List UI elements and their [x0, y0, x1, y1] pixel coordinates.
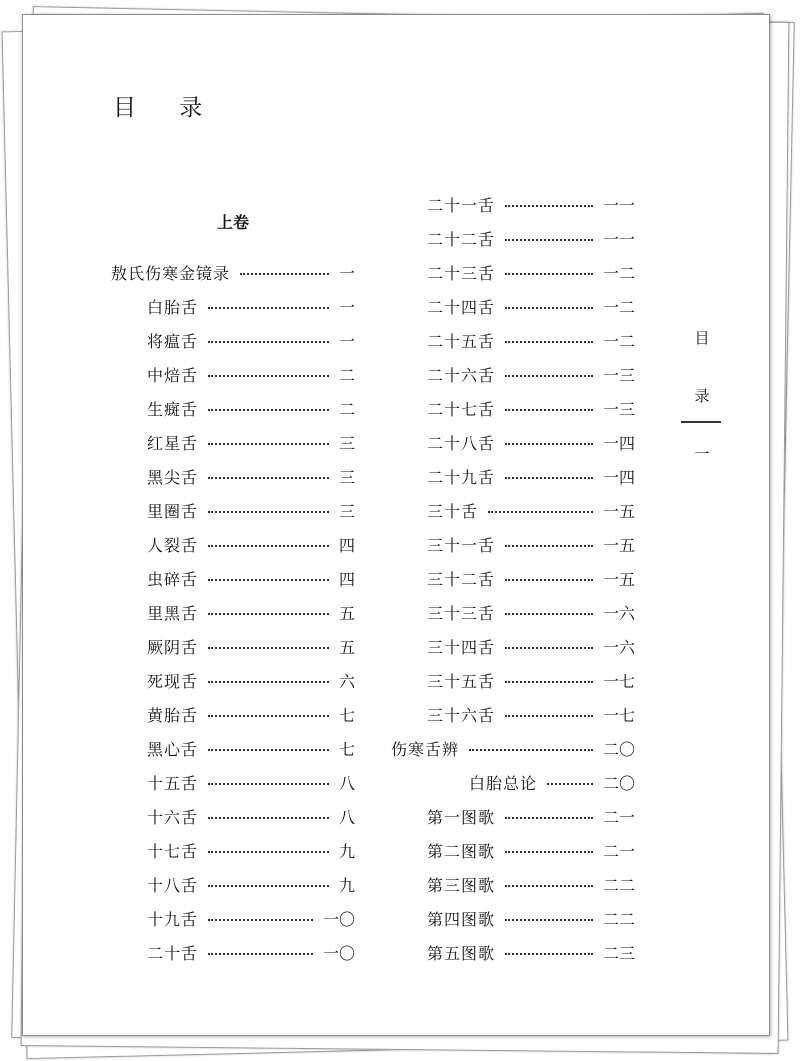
toc-entry-label: 二十八舌 [427, 433, 496, 453]
toc-entry-page: 三 [338, 433, 355, 453]
toc-entry-page: 一〇 [322, 943, 355, 963]
toc-entry-page: 九 [338, 875, 355, 895]
toc-entry-page: 二二 [602, 909, 635, 929]
toc-leader-dots [208, 307, 329, 309]
toc-entry-page: 五 [338, 637, 355, 657]
toc-entry-page: 一三 [602, 399, 635, 419]
toc-entry [391, 736, 635, 760]
toc-leader-dots [505, 341, 593, 343]
toc-entry-page: 一五 [602, 569, 635, 589]
toc-leader-dots [240, 273, 329, 275]
toc-leader-dots [208, 545, 329, 547]
toc-entry-label: 二十一舌 [427, 195, 496, 215]
toc-entry-page: 七 [338, 739, 355, 759]
toc-leader-dots [488, 511, 593, 513]
toc-entry-page: 一二 [602, 297, 635, 317]
toc-entry-page: 八 [338, 807, 355, 827]
toc-entry-page: 一七 [602, 671, 635, 691]
toc-entry-page: 二 [338, 399, 355, 419]
toc-leader-dots [208, 715, 329, 717]
toc-leader-dots [505, 647, 593, 649]
toc-entry-label: 虫碎舌 [147, 569, 199, 589]
toc-entry-label: 三十五舌 [427, 671, 496, 691]
toc-leader-dots [208, 409, 329, 411]
toc-entry-page: 一六 [602, 603, 635, 623]
toc-entry-label: 三十舌 [427, 501, 479, 521]
toc-entry-page: 一五 [602, 535, 635, 555]
toc-leader-dots [505, 885, 593, 887]
toc-leader-dots [208, 817, 329, 819]
toc-entry-label: 中焙舌 [147, 365, 199, 385]
toc-entry-label: 红星舌 [147, 433, 199, 453]
toc-entry-label: 敖氏伤寒金镜录 [111, 263, 231, 283]
toc-entry [427, 396, 635, 420]
toc-entry [427, 634, 635, 658]
toc-entry-page: 九 [338, 841, 355, 861]
toc-leader-dots [505, 579, 593, 581]
toc-entry-label: 三十六舌 [427, 705, 496, 725]
toc-leader-dots [505, 545, 593, 547]
toc-entry-page: 一 [338, 331, 355, 351]
toc-leader-dots [505, 239, 593, 241]
toc-entry [147, 464, 355, 488]
toc-entry-label: 十八舌 [147, 875, 199, 895]
toc-entry-page: 一五 [602, 501, 635, 521]
volume-heading: 上卷 [217, 213, 250, 232]
toc-entry [147, 600, 355, 624]
toc-entry [147, 668, 355, 692]
toc-entry-label: 第一图歌 [427, 807, 496, 827]
toc-leader-dots [208, 613, 329, 615]
toc-entry [111, 260, 355, 284]
toc-entry-page: 二〇 [602, 739, 635, 759]
toc-leader-dots [505, 613, 593, 615]
toc-leader-dots [505, 205, 593, 207]
toc-entry-page: 五 [338, 603, 355, 623]
toc-entry-label: 里黑舌 [147, 603, 199, 623]
toc-entry [427, 294, 635, 318]
toc-entry-label: 伤寒舌辨 [391, 739, 460, 759]
toc-entry [147, 634, 355, 658]
toc-entry [427, 804, 635, 828]
page-title: 目 录 [113, 95, 221, 121]
toc-entry-page: 一二 [602, 331, 635, 351]
toc-entry-page: 一四 [602, 467, 635, 487]
toc-leader-dots [505, 681, 593, 683]
toc-entry [427, 430, 635, 454]
toc-entry-page: 二〇 [602, 773, 635, 793]
toc-entry-page: 七 [338, 705, 355, 725]
toc-entry [427, 566, 635, 590]
toc-leader-dots [208, 681, 329, 683]
toc-leader-dots [208, 341, 329, 343]
toc-entry-label: 第三图歌 [427, 875, 496, 895]
toc-entry [427, 464, 635, 488]
toc-entry-label: 十七舌 [147, 841, 199, 861]
toc-leader-dots [208, 477, 329, 479]
toc-entry-label: 二十九舌 [427, 467, 496, 487]
toc-entry-label: 白胎总论 [469, 773, 538, 793]
toc-leader-dots [208, 749, 329, 751]
toc-leader-dots [208, 885, 329, 887]
toc-entry [147, 498, 355, 522]
toc-entry [147, 566, 355, 590]
toc-entry-label: 黑心舌 [147, 739, 199, 759]
toc-entry-label: 三十三舌 [427, 603, 496, 623]
toc-entry-label: 人裂舌 [147, 535, 199, 555]
toc-entry-page: 一〇 [322, 909, 355, 929]
toc-leader-dots [208, 783, 329, 785]
toc-entry-label: 三十二舌 [427, 569, 496, 589]
toc-entry [427, 906, 635, 930]
toc-entry-page: 三 [338, 467, 355, 487]
toc-entry [147, 396, 355, 420]
toc-entry-label: 白胎舌 [147, 297, 199, 317]
toc-entry [147, 872, 355, 896]
toc-entry [427, 838, 635, 862]
toc-entry-page: 二二 [602, 875, 635, 895]
toc-entry [427, 702, 635, 726]
toc-entry-page: 一 [338, 297, 355, 317]
toc-entry-page: 一六 [602, 637, 635, 657]
toc-leader-dots [505, 273, 593, 275]
toc-leader-dots [547, 783, 593, 785]
toc-leader-dots [505, 443, 593, 445]
toc-entry-page: 二三 [602, 943, 635, 963]
toc-entry-page: 一一 [602, 229, 635, 249]
toc-entry-page: 一七 [602, 705, 635, 725]
toc-leader-dots [505, 715, 593, 717]
toc-entry-label: 二十三舌 [427, 263, 496, 283]
toc-entry [427, 328, 635, 352]
toc-entry-label: 三十一舌 [427, 535, 496, 555]
toc-entry [147, 532, 355, 556]
toc-leader-dots [208, 579, 329, 581]
toc-entry [427, 532, 635, 556]
toc-leader-dots [505, 919, 593, 921]
toc-entry [147, 702, 355, 726]
toc-entry [427, 872, 635, 896]
toc-entry-label: 二十舌 [147, 943, 199, 963]
toc-leader-dots [208, 647, 329, 649]
toc-entry-page: 四 [338, 569, 355, 589]
toc-entry [147, 838, 355, 862]
toc-entry [147, 362, 355, 386]
toc-page [22, 14, 770, 1036]
toc-entry [427, 260, 635, 284]
toc-leader-dots [505, 307, 593, 309]
toc-entry-page: 一 [338, 263, 355, 283]
toc-entry-label: 将瘟舌 [147, 331, 199, 351]
side-section-char-2: 录 [694, 387, 710, 405]
side-page-number: 一 [694, 445, 710, 463]
toc-entry-page: 二一 [602, 841, 635, 861]
toc-entry-label: 二十六舌 [427, 365, 496, 385]
toc-entry-label: 死现舌 [147, 671, 199, 691]
side-divider [681, 421, 721, 423]
toc-entry [147, 770, 355, 794]
toc-entry [427, 940, 635, 964]
toc-entry-label: 第二图歌 [427, 841, 496, 861]
side-section-char-1: 目 [694, 329, 710, 347]
toc-entry-page: 三 [338, 501, 355, 521]
toc-entry [427, 226, 635, 250]
toc-entry-page: 一四 [602, 433, 635, 453]
toc-entry-label: 厥阴舌 [147, 637, 199, 657]
toc-leader-dots [208, 919, 313, 921]
toc-entry [147, 736, 355, 760]
toc-entry-label: 里圈舌 [147, 501, 199, 521]
toc-entry [469, 770, 635, 794]
toc-entry-page: 二 [338, 365, 355, 385]
toc-entry-label: 三十四舌 [427, 637, 496, 657]
toc-entry-label: 二十二舌 [427, 229, 496, 249]
toc-leader-dots [505, 953, 593, 955]
toc-entry [147, 430, 355, 454]
toc-leader-dots [505, 375, 593, 377]
toc-entry [147, 906, 355, 930]
toc-leader-dots [208, 953, 313, 955]
toc-entry [427, 362, 635, 386]
toc-leader-dots [208, 375, 329, 377]
toc-entry-label: 十九舌 [147, 909, 199, 929]
toc-entry-page: 二一 [602, 807, 635, 827]
toc-entry [147, 294, 355, 318]
toc-entry-label: 十五舌 [147, 773, 199, 793]
toc-leader-dots [469, 749, 593, 751]
toc-entry-label: 第四图歌 [427, 909, 496, 929]
toc-entry-page: 一二 [602, 263, 635, 283]
toc-leader-dots [505, 851, 593, 853]
toc-entry-label: 黑尖舌 [147, 467, 199, 487]
toc-entry-page: 一三 [602, 365, 635, 385]
toc-entry [147, 804, 355, 828]
toc-entry-label: 十六舌 [147, 807, 199, 827]
toc-entry-label: 二十五舌 [427, 331, 496, 351]
toc-entry [427, 192, 635, 216]
toc-entry-page: 一一 [602, 195, 635, 215]
toc-entry-label: 二十四舌 [427, 297, 496, 317]
toc-entry [427, 668, 635, 692]
toc-leader-dots [208, 851, 329, 853]
toc-entry-label: 二十七舌 [427, 399, 496, 419]
toc-entry [427, 600, 635, 624]
toc-entry-page: 八 [338, 773, 355, 793]
toc-entry-page: 四 [338, 535, 355, 555]
toc-entry [427, 498, 635, 522]
toc-entry-label: 生癍舌 [147, 399, 199, 419]
toc-entry [147, 328, 355, 352]
toc-entry-label: 黄胎舌 [147, 705, 199, 725]
toc-leader-dots [208, 443, 329, 445]
toc-entry [147, 940, 355, 964]
toc-entry-label: 第五图歌 [427, 943, 496, 963]
toc-entry-page: 六 [338, 671, 355, 691]
toc-leader-dots [208, 511, 329, 513]
toc-leader-dots [505, 409, 593, 411]
toc-leader-dots [505, 477, 593, 479]
toc-leader-dots [505, 817, 593, 819]
